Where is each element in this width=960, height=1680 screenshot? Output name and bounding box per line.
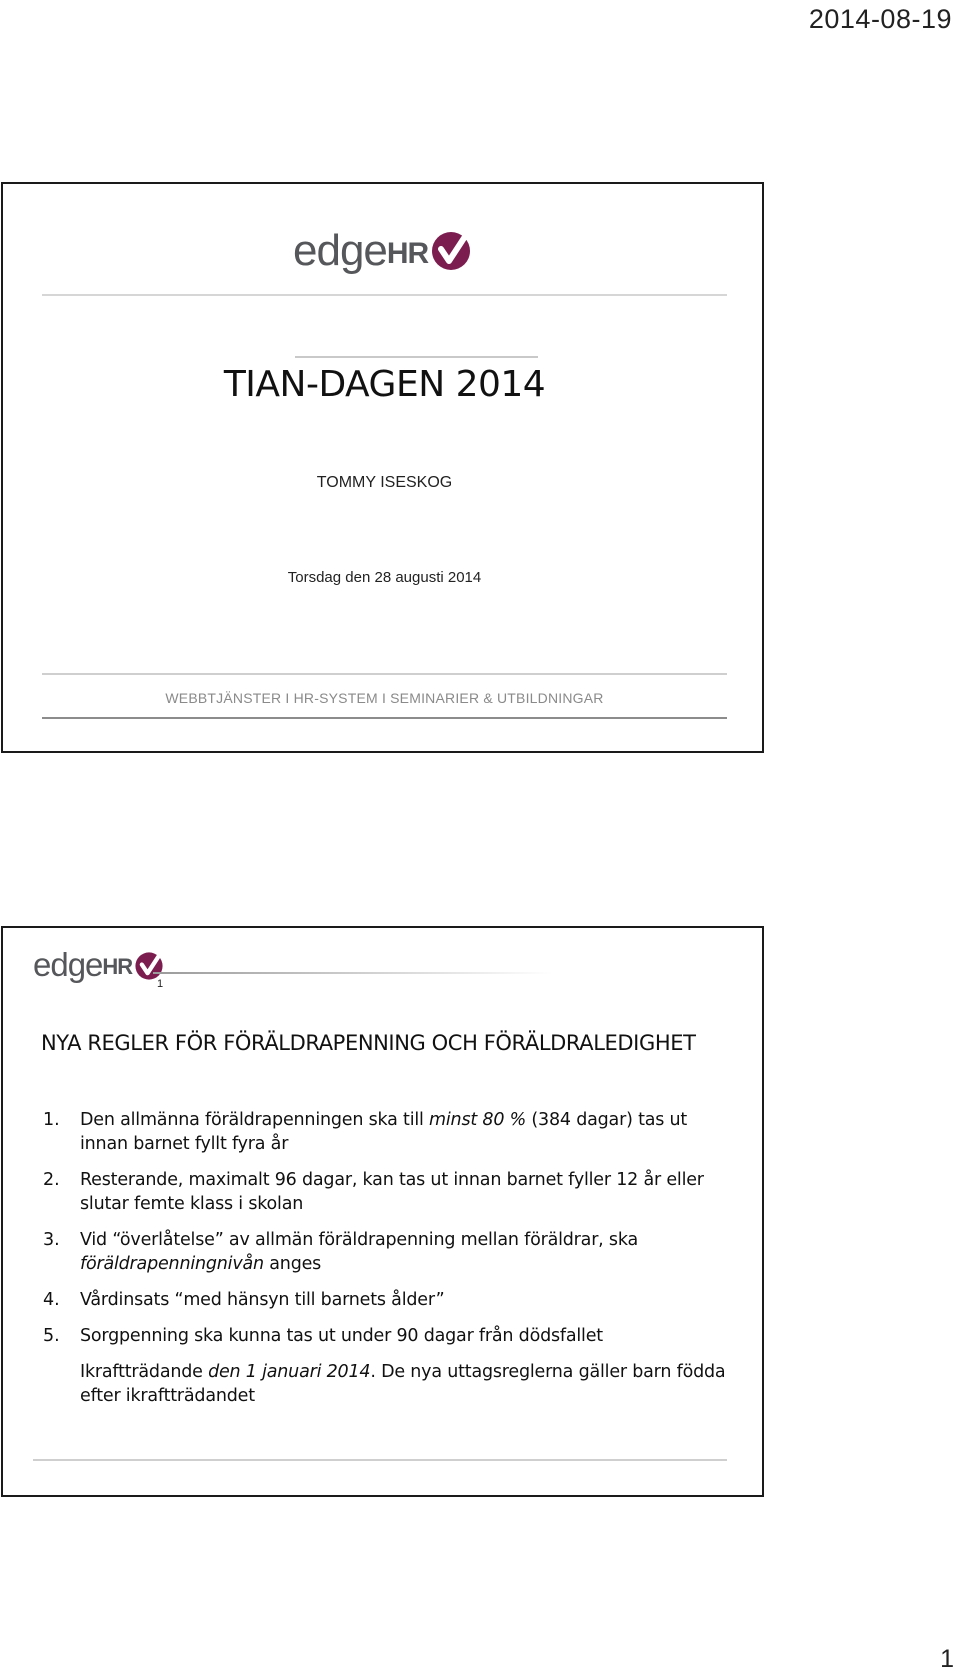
rules-list [43,1108,733,1408]
item-number: 3. [43,1230,60,1250]
list-item [43,1228,733,1276]
footer-divider [33,1459,727,1461]
edgehr-logo [33,946,164,984]
presenter-name: TOMMY ISESKOG [316,474,453,491]
title-divider [295,356,538,358]
logo-word-edge: edge [33,946,103,983]
item-text-part: Den allmänna föräldrapenningen ska till [80,1110,430,1130]
list-item [43,1288,733,1312]
slide-title: TIAN-DAGEN 2014 [223,364,546,405]
effective-date-note [80,1360,733,1408]
note-text-part: . De nya uttagsreglerna gäller barn födda efter ikraftträdandet [80,1362,726,1406]
item-text: Resterande, maximalt 96 dagar, kan tas ut innan barnet fyller 12 år eller slutar femte klass i skolan [80,1170,704,1214]
list-item [43,1324,733,1348]
content-slide [1,926,764,1497]
event-date: Torsdag den 28 augusti 2014 [287,569,482,586]
header-divider [42,294,727,296]
edgehr-logo [293,226,472,276]
list-item [43,1168,733,1216]
header-divider [153,972,553,974]
note-text-part: Ikraftträdande [80,1362,209,1382]
logo-word-hr: HR [102,954,133,979]
footer-divider-top [42,673,727,675]
item-text-part: (384 dagar) tas ut innan barnet fyllt fyra år [80,1110,688,1154]
note-emphasis: den 1 januari 2014 [208,1362,371,1382]
item-emphasis: minst 80 % [429,1110,527,1130]
item-number: 4. [43,1290,60,1310]
logo-word-edge: edge [293,226,387,275]
item-text-part: Vid “överlåtelse” av allmän föräldrapenning mellan föräldrar, ska [80,1230,638,1250]
footer-tagline: WEBBTJÄNSTER I HR-SYSTEM I SEMINARIER & UTBILDNINGAR [165,690,604,706]
checkmark-badge-icon [134,951,164,981]
title-slide [1,182,764,753]
logo-word-hr: HR [386,237,429,270]
item-text [80,1108,733,1156]
item-text: Vårdinsats “med hänsyn till barnets ålder” [80,1290,445,1310]
item-text: Sorgpenning ska kunna tas ut under 90 dagar från dödsfallet [80,1326,603,1346]
item-text [80,1228,733,1276]
item-number: 5. [43,1326,60,1346]
slide-number: 1 [157,978,164,990]
item-emphasis: föräldrapenningnivån [80,1254,264,1274]
item-text-part: anges [263,1254,322,1274]
list-item [43,1108,733,1156]
print-date: 2014-08-19 [808,4,952,34]
page-number: 1 [940,1645,954,1673]
footer-divider-bottom [42,717,727,719]
item-number: 1. [43,1110,60,1130]
checkmark-badge-icon [430,230,472,272]
item-number: 2. [43,1170,60,1190]
slide-heading: NYA REGLER FÖR FÖRÄLDRAPENNING OCH FÖRÄLDRALEDIGHET [41,1031,696,1055]
